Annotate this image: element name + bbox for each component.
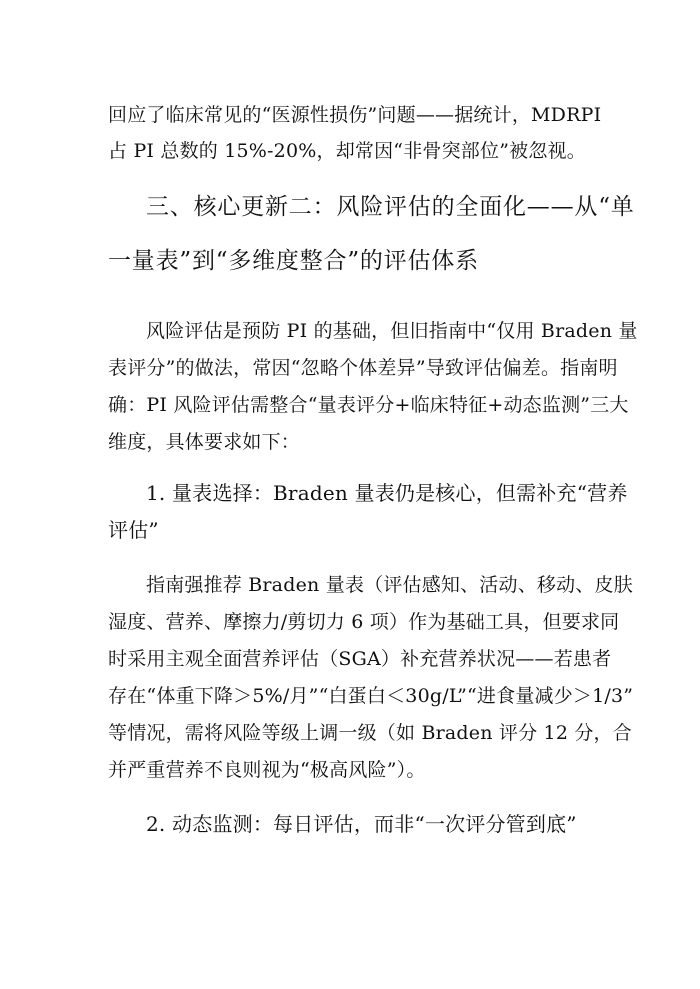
section-heading-line-2: 一量表”到“多维度整合”的评估体系 — [108, 248, 479, 274]
paragraph2-line-2: 湿度、营养、摩擦力/剪切力 6 项）作为基础工具，但要求同 — [108, 611, 620, 633]
paragraph1-line-4: 维度，具体要求如下： — [108, 431, 301, 453]
paragraph2-line-4: 存在“体重下降＞5%/月”“白蛋白＜30g/L”“进食量减少＞1/3” — [108, 685, 634, 707]
intro-line-2: 占 PI 总数的 15%-20%，却常因“非骨突部位”被忽视。 — [108, 140, 586, 162]
subheading1-line-2: 评估” — [108, 518, 159, 542]
paragraph1-line-1: 风险评估是预防 PI 的基础，但旧指南中“仅用 Braden 量 — [146, 320, 638, 342]
paragraph1-line-3: 确：PI 风险评估需整合“量表评分+临床特征+动态监测”三大 — [108, 394, 629, 416]
paragraph2-line-3: 时采用主观全面营养评估（SGA）补充营养状况——若患者 — [108, 648, 612, 670]
paragraph2-line-1: 指南强推荐 Braden 量表（评估感知、活动、移动、皮肤 — [146, 574, 633, 596]
section-heading-line-1: 三、核心更新二：风险评估的全面化——从“单 — [146, 194, 635, 220]
subheading2-line-1: 2. 动态监测：每日评估，而非“一次评分管到底” — [146, 812, 577, 836]
paragraph1-line-2: 表评分”的做法，常因“忽略个体差异”导致评估偏差。指南明 — [108, 357, 618, 379]
subheading1-line-1: 1. 量表选择：Braden 量表仍是核心，但需补充“营养 — [146, 481, 628, 505]
paragraph2-line-5: 等情况，需将风险等级上调一级（如 Braden 评分 12 分，合 — [108, 722, 632, 744]
paragraph2-line-6: 并严重营养不良则视为“极高风险”）。 — [108, 759, 426, 781]
intro-line-1: 回应了临床常见的“医源性损伤”问题——据统计，MDRPI — [108, 104, 602, 126]
